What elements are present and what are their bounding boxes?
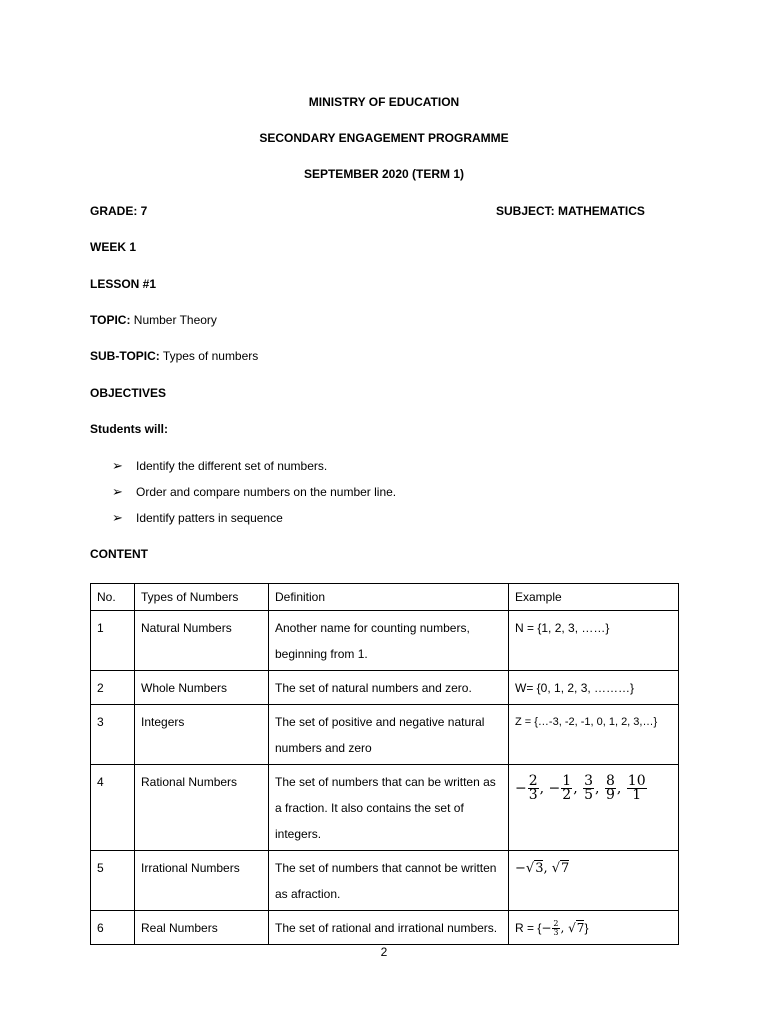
table-row xyxy=(91,705,679,765)
number-type: Whole Numbers xyxy=(135,671,269,705)
example: W= {0, 1, 2, 3, ………} xyxy=(509,671,679,705)
number-type: Irrational Numbers xyxy=(135,851,269,911)
subject-label: SUBJECT: MATHEMATICS xyxy=(496,204,645,218)
fraction: $\frac{2}{3}$ xyxy=(528,773,538,803)
table-row xyxy=(91,611,679,671)
example xyxy=(509,911,679,945)
term-title: SEPTEMBER 2020 (TERM 1) xyxy=(303,167,465,181)
objective-item: ➢ Identify the different set of numbers. xyxy=(112,458,328,473)
fraction: $\frac{2}{3}$ xyxy=(553,919,559,937)
example xyxy=(509,765,679,851)
week-label: WEEK 1 xyxy=(90,240,137,254)
page-number: 2 xyxy=(380,945,388,959)
content-heading: CONTENT xyxy=(90,547,148,561)
number-type: Real Numbers xyxy=(135,911,269,945)
objective-item: ➢ Identify patters in sequence xyxy=(112,510,283,525)
fraction: $\frac{1}{2}$ xyxy=(562,773,572,803)
arrow-bullet-icon: ➢ xyxy=(112,484,123,499)
irrational-example: −√3, √7 xyxy=(515,861,570,876)
definition: Another name for counting numbers, beginning from 1. xyxy=(269,611,509,671)
definition: The set of natural numbers and zero. xyxy=(269,671,509,705)
row-number: 1 xyxy=(91,611,135,671)
row-number: 5 xyxy=(91,851,135,911)
topic-label: TOPIC: xyxy=(90,313,131,327)
number-type: Natural Numbers xyxy=(135,611,269,671)
lesson-label: LESSON #1 xyxy=(90,277,157,291)
programme-title: SECONDARY ENGAGEMENT PROGRAMME xyxy=(259,131,509,145)
table-row xyxy=(91,765,679,851)
arrow-bullet-icon: ➢ xyxy=(112,458,123,473)
row-number: 2 xyxy=(91,671,135,705)
ministry-title: MINISTRY OF EDUCATION xyxy=(308,95,460,109)
table-row xyxy=(91,671,679,705)
topic-line xyxy=(90,313,217,327)
definition: The set of numbers that can be written as a fraction. It also contains the set of integers. xyxy=(269,765,509,851)
real-example: R = {− $\frac{2}{3}$ , √7} xyxy=(515,919,589,937)
table-row xyxy=(91,851,679,911)
number-type: Integers xyxy=(135,705,269,765)
definition: The set of rational and irrational numbers. xyxy=(269,911,509,945)
fraction: $\frac{8}{9}$ xyxy=(605,773,615,803)
arrow-bullet-icon: ➢ xyxy=(112,510,123,525)
subtopic-value: Types of numbers xyxy=(159,349,259,363)
number-type: Rational Numbers xyxy=(135,765,269,851)
column-header: Definition xyxy=(269,584,509,611)
objectives-intro: Students will: xyxy=(90,422,168,436)
number-types-table xyxy=(90,583,679,945)
objective-item: ➢ Order and compare numbers on the number line. xyxy=(112,484,397,499)
grade-label: GRADE: 7 xyxy=(90,204,148,218)
table-row xyxy=(91,911,679,945)
row-number: 4 xyxy=(91,765,135,851)
fraction: $\frac{3}{5}$ xyxy=(584,773,594,803)
rational-example: − $\frac{2}{3}$ , − $\frac{1}{2}$ , $\frac{3}{5}$ , $\frac{8}{9}$ , $\frac{10}{1}$ xyxy=(515,773,646,803)
example: Z = {…-3, -2, -1, 0, 1, 2, 3,…} xyxy=(509,705,679,765)
column-header: No. xyxy=(91,584,135,611)
row-number: 6 xyxy=(91,911,135,945)
table-header-row xyxy=(91,584,679,611)
column-header: Types of Numbers xyxy=(135,584,269,611)
example: N = {1, 2, 3, ……} xyxy=(509,611,679,671)
objectives-heading: OBJECTIVES xyxy=(90,386,167,400)
definition: The set of positive and negative natural numbers and zero xyxy=(269,705,509,765)
subtopic-line xyxy=(90,349,258,363)
definition: The set of numbers that cannot be written as afraction. xyxy=(269,851,509,911)
topic-value: Number Theory xyxy=(130,313,217,327)
row-number: 3 xyxy=(91,705,135,765)
subtopic-label: SUB-TOPIC: xyxy=(90,349,160,363)
fraction: $\frac{10}{1}$ xyxy=(627,773,646,803)
column-header: Example xyxy=(509,584,679,611)
example xyxy=(509,851,679,911)
